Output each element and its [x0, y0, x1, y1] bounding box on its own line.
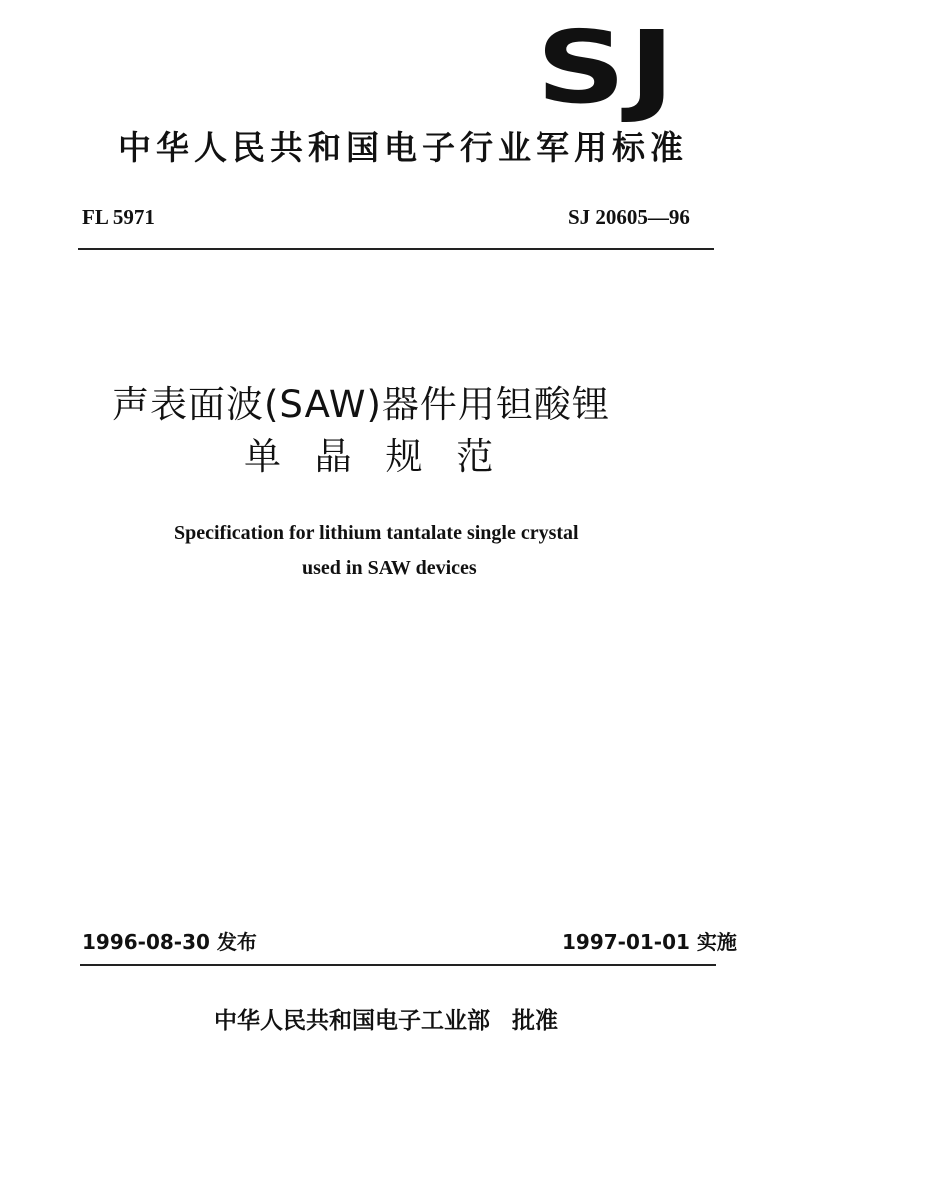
classification-code: FL 5971 [82, 205, 155, 229]
approval-line [214, 1005, 558, 1037]
standard-number: SJ 20605—96 [568, 205, 690, 229]
implementation-date: 1997-01-01 实施 [562, 930, 737, 954]
document-title-en-line1: Specification for lithium tantalate single crystal [174, 522, 579, 544]
standard-title: 中华人民共和国电子行业军用标准 [118, 128, 688, 167]
top-divider [78, 248, 714, 250]
document-title-cn-line2: 单 晶 规 范 [244, 435, 495, 478]
document-title-en-line2: used in SAW devices [302, 557, 477, 579]
approving-authority: 中华人民共和国电子工业部 [214, 1008, 490, 1034]
approved-label: 批准 [512, 1008, 558, 1034]
bottom-divider [80, 964, 716, 966]
sj-logo: SJ [536, 9, 678, 126]
document-title-cn-line1: 声表面波(SAW)器件用钽酸锂 [112, 383, 610, 426]
issue-date: 1996-08-30 发布 [82, 930, 257, 954]
